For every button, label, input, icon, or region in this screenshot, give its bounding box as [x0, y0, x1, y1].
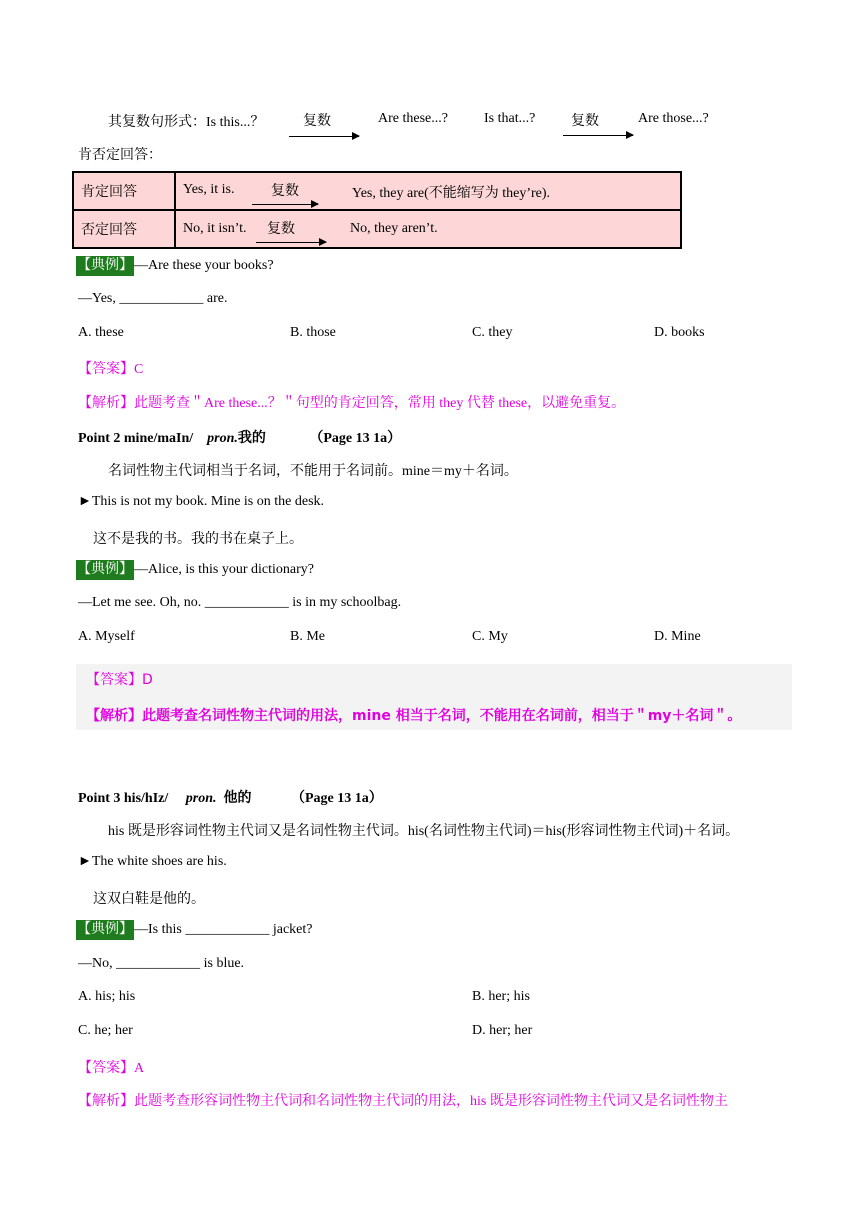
point-title: Point 3 his/hIz/ — [78, 791, 169, 806]
point-heading — [78, 427, 401, 447]
right-arrow-icon — [252, 204, 318, 205]
question-line: —No, ____________ is blue. — [78, 956, 245, 971]
plural-those: Are those...? — [638, 111, 709, 126]
part-of-speech: pron. — [207, 431, 238, 446]
point-title: Point 2 mine/maIn/ — [78, 431, 194, 446]
plural-intro: 其复数句形式：Is this...？ — [108, 115, 265, 130]
arrow-label: 复数 — [267, 222, 295, 237]
option-d: D. her; her — [472, 1023, 533, 1038]
option-a: A. his; his — [78, 989, 136, 1004]
right-arrow-icon — [256, 242, 326, 243]
option-c: C. he; her — [78, 1023, 133, 1038]
option-b: B. those — [290, 325, 336, 340]
analysis-line: 【解析】此题考查＂Are these...？＂句型的肯定回答，常用 they 代替 these，以避免重复。 — [78, 396, 626, 411]
part-of-speech: pron. — [185, 791, 217, 806]
analysis-line: 【解析】此题考查名词性物主代词的用法，mine 相当于名词，不能用在名词前，相当于＂my＋名词＂。 — [86, 708, 742, 724]
option-a: A. Myself — [78, 629, 135, 644]
example-tag: 【典例】 — [76, 560, 134, 580]
question-line: —Yes, ____________ are. — [78, 291, 228, 306]
option-a: A. these — [78, 325, 124, 340]
example-sentence: ►This is not my book. Mine is on the desk. — [78, 494, 325, 509]
point-meaning: 他的 — [223, 791, 252, 806]
page-reference: （Page 13 1a） — [309, 431, 402, 446]
table-cell — [175, 172, 681, 210]
row-left: No, it isn’t. — [183, 221, 247, 236]
row-label: 肯定回答 — [81, 185, 137, 200]
answer-line: 【答案】C — [78, 362, 144, 377]
plural-that: Is that...? — [484, 111, 536, 126]
answer-heading: 肯否定回答： — [78, 148, 162, 163]
row-left: Yes, it is. — [183, 182, 235, 197]
table-row — [73, 172, 681, 210]
example-translation: 这不是我的书。我的书在桌子上。 — [93, 532, 303, 547]
answer-line: 【答案】D — [86, 672, 153, 688]
answer-table — [72, 171, 682, 249]
example-tag: 【典例】 — [76, 920, 134, 940]
question-line: —Are these your books? — [134, 258, 274, 273]
table-cell — [73, 210, 175, 248]
table-row — [73, 210, 681, 248]
point-meaning: 我的 — [237, 431, 266, 446]
point-description: his 既是形容词性物主代词又是名词性物主代词。his(名词性物主代词)＝his(形容词性物主代词)＋名词。 — [108, 824, 740, 839]
answer-line: 【答案】A — [78, 1061, 145, 1076]
right-arrow-icon — [563, 135, 633, 136]
question-line: —Alice, is this your dictionary? — [134, 562, 315, 577]
table-cell — [73, 172, 175, 210]
example-tag: 【典例】 — [76, 256, 134, 276]
row-right: No, they aren’t. — [350, 221, 438, 236]
page-reference: （Page 13 1a） — [290, 791, 383, 806]
option-b: B. Me — [290, 629, 325, 644]
question-line: —Is this ____________ jacket? — [134, 922, 313, 937]
point-description: 名词性物主代词相当于名词，不能用于名词前。mine＝my＋名词。 — [108, 464, 518, 479]
option-c: C. My — [472, 629, 508, 644]
option-d: D. Mine — [654, 629, 701, 644]
option-b: B. her; his — [472, 989, 530, 1004]
example-block — [76, 920, 312, 940]
row-right: Yes, they are(不能缩写为 they’re). — [352, 186, 551, 201]
analysis-line: 【解析】此题考查形容词性物主代词和名词性物主代词的用法，his 既是形容词性物主代词又是名词性物主 — [78, 1094, 728, 1109]
point-heading — [78, 787, 383, 807]
example-translation: 这双白鞋是他的。 — [93, 892, 205, 907]
row-label: 否定回答 — [81, 223, 137, 238]
arrow-label: 复数 — [571, 114, 599, 129]
example-block — [76, 560, 314, 580]
right-arrow-icon — [289, 136, 359, 137]
table-cell — [175, 210, 681, 248]
plural-these: Are these...? — [378, 111, 448, 126]
question-line: —Let me see. Oh, no. ____________ is in my schoolbag. — [78, 595, 402, 610]
option-c: C. they — [472, 325, 513, 340]
option-d: D. books — [654, 325, 705, 340]
example-sentence: ►The white shoes are his. — [78, 854, 227, 869]
arrow-label: 复数 — [271, 184, 299, 199]
example-block — [76, 256, 274, 276]
arrow-label: 复数 — [303, 114, 331, 129]
